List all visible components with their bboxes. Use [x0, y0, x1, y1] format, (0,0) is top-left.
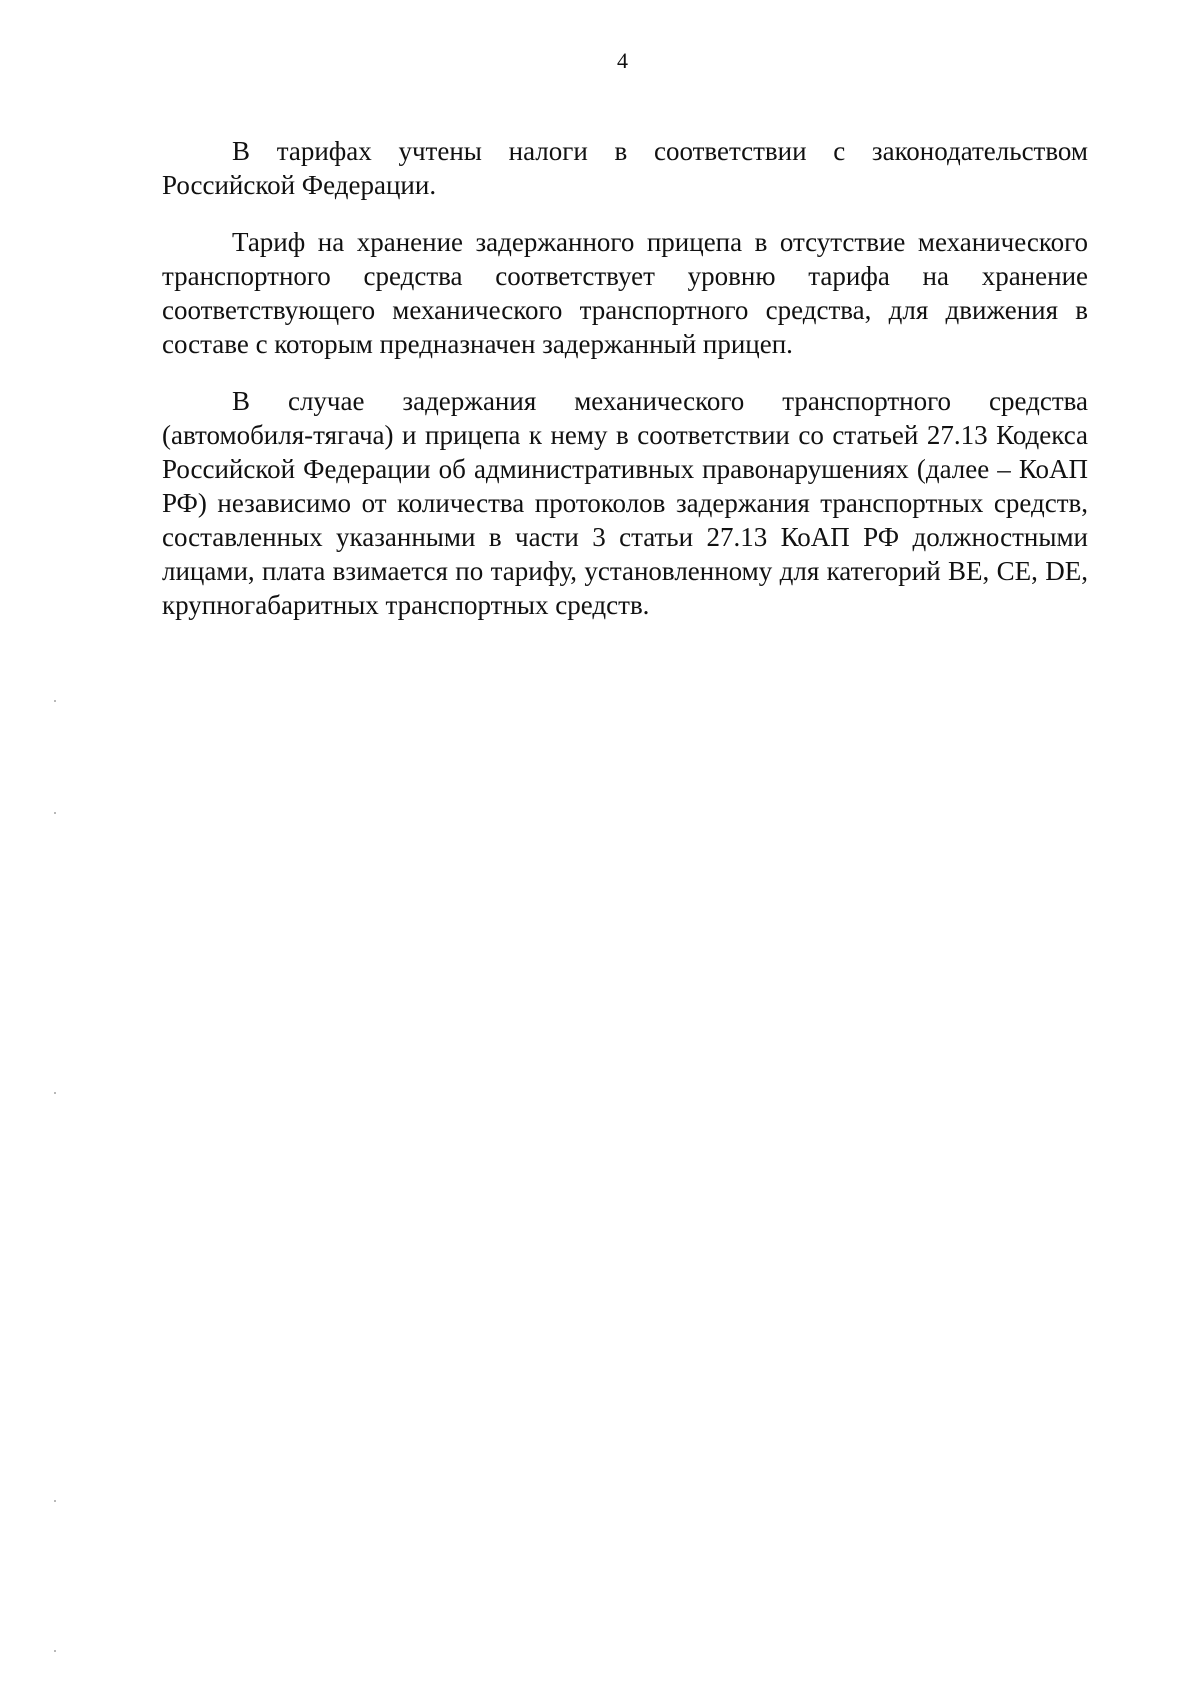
scan-mark	[54, 1500, 56, 1502]
paragraph-detention-case: В случае задержания механического транспортного средства (автомобиля-тягача) и прицепа к нему в соответствии со статьей 27.13 Кодекса Российской Федерации об административных правонарушениях (далее – КоАП РФ) независимо от количества протоколов задержания транспортных средств, составленных указанными в части 3 статьи 27.13 КоАП РФ должностными лицами, плата взимается по тарифу, установленному для категорий BE, CE, DE, крупногабаритных транспортных средств.	[162, 386, 1088, 620]
scan-mark	[54, 700, 56, 702]
scan-mark	[54, 1650, 56, 1652]
scan-mark	[54, 812, 56, 814]
page-number: 4	[617, 48, 628, 73]
paragraph-trailer-tariff: Тариф на хранение задержанного прицепа в отсутствие механического транспортного средства соответствует уровню тарифа на хранение соответствующего механического транспортного средства, для движения в составе с которым предназначен задержанный прицеп.	[162, 227, 1088, 359]
scan-mark	[54, 1092, 56, 1094]
document-body	[162, 134, 1088, 645]
paragraph-taxes: В тарифах учтены налоги в соответствии с законодательством Российской Федерации.	[162, 136, 1088, 200]
